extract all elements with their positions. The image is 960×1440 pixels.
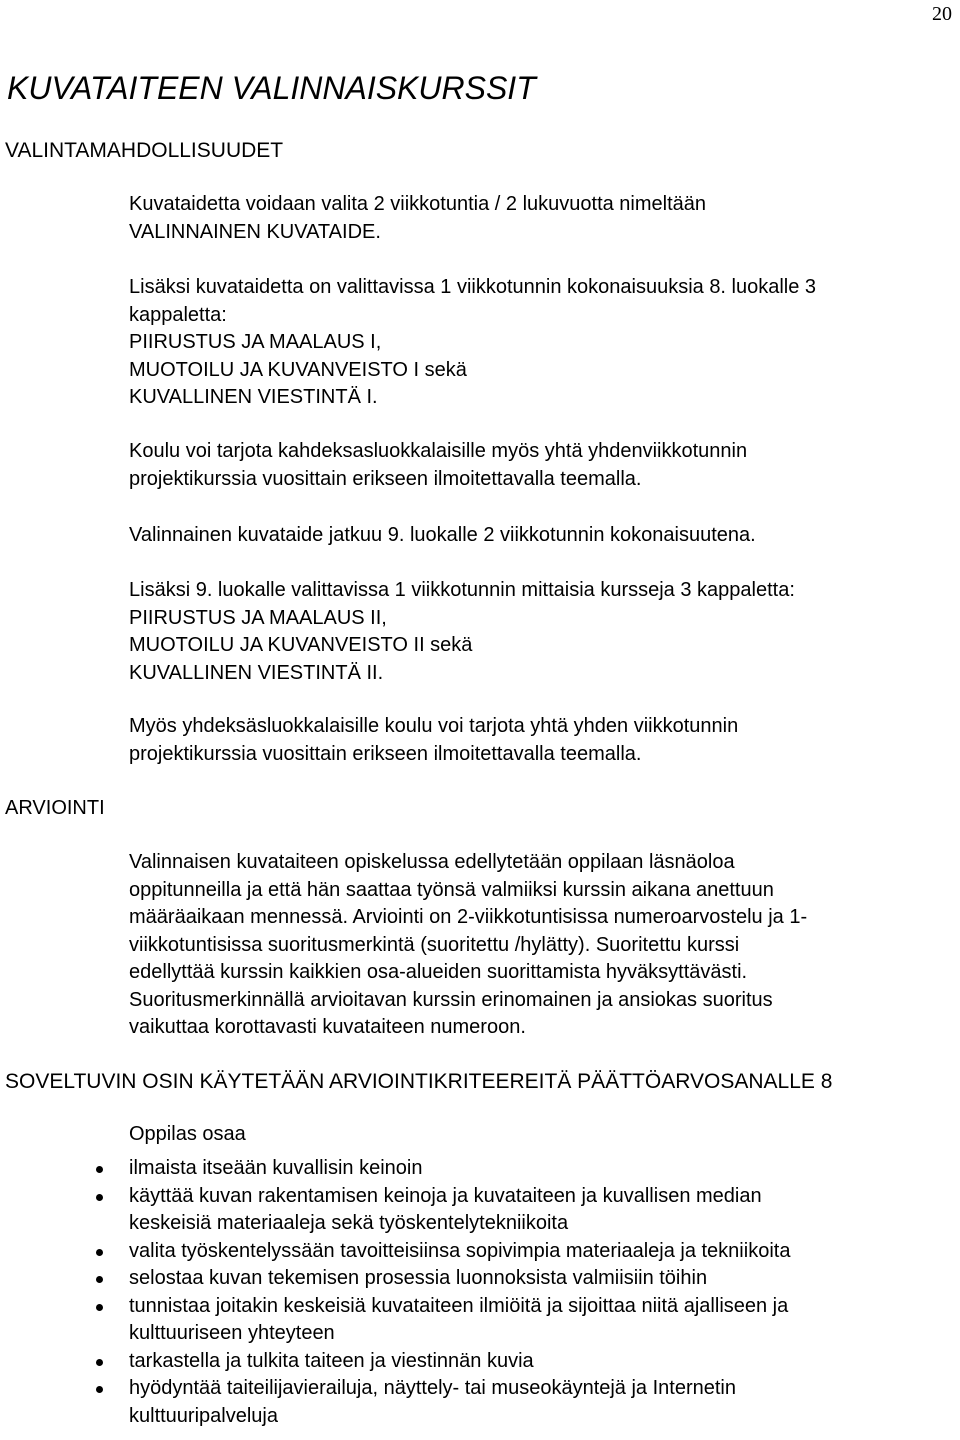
options-section	[129, 191, 939, 246]
text-line: projektikurssia vuosittain erikseen ilmoitettavalla teemalla.	[129, 467, 642, 490]
page-title: KUVATAITEEN VALINNAISKURSSIT	[7, 70, 536, 106]
text-line: KUVALLINEN VIESTINTÄ I.	[129, 386, 378, 408]
text-line: VALINNAINEN KUVATAIDE.	[129, 220, 381, 243]
page-number: 20	[932, 3, 952, 25]
criteria-section	[129, 1155, 939, 1430]
text-line: kulttuuriseen yhteyteen	[129, 1322, 335, 1344]
text-line: ilmaista itseään kuvallisin keinoin	[129, 1157, 423, 1179]
text-line: Koulu voi tarjota kahdeksasluokkalaisille myös yhtä yhdenviikkotunnin	[129, 440, 748, 462]
text-line: hyödyntää taiteilijavierailuja, näyttely- tai museokäyntejä ja Internetin	[129, 1377, 737, 1399]
text-line: PIIRUSTUS JA MAALAUS I,	[129, 331, 382, 353]
text-line: Valinnaisen kuvataiteen opiskelussa edellytetään oppilaan läsnäoloa	[129, 851, 735, 873]
list-item	[129, 1155, 939, 1183]
text-line: MUOTOILU JA KUVANVEISTO II sekä	[129, 634, 473, 656]
text-line: Lisäksi kuvataidetta on valittavissa 1 viikkotunnin kokonaisuuksia 8. luokalle 3	[129, 276, 817, 298]
bullet-icon	[96, 1194, 103, 1201]
bullet-icon	[96, 1304, 103, 1311]
bullet-icon	[96, 1166, 103, 1173]
list-item	[129, 1348, 939, 1376]
text-line: Kuvataidetta voidaan valita 2 viikkotuntia / 2 lukuvuotta nimeltään	[129, 193, 707, 215]
list-item	[129, 1265, 939, 1293]
text-line: KUVALLINEN VIESTINTÄ II.	[129, 661, 384, 684]
text-line: viikkotuntisissa suoritusmerkintä (suoritettu /hylätty). Suoritettu kurssi	[129, 933, 740, 956]
list-item	[129, 1375, 939, 1430]
text-line: vaikuttaa korottavasti kuvataiteen numeroon.	[129, 1016, 526, 1038]
text-line: Lisäksi 9. luokalle valittavissa 1 viikkotunnin mittaisia kursseja 3 kappaletta:	[129, 579, 795, 601]
options-paragraph-4	[129, 522, 939, 550]
bullet-icon	[96, 1276, 103, 1283]
text-line: Suoritusmerkinnällä arvioitavan kurssin erinomainen ja ansiokas suoritus	[129, 988, 773, 1011]
text-line: valita työskentelyssään tavoitteisiinsa sopivimpia materiaaleja ja tekniikoita	[129, 1239, 791, 1262]
bullet-icon	[96, 1386, 103, 1393]
text-line: selostaa kuvan tekemisen prosessia luonnoksista valmiisiin töihin	[129, 1267, 708, 1289]
options-paragraph-3	[129, 438, 939, 493]
list-item	[129, 1293, 939, 1348]
options-paragraph-6	[129, 713, 939, 768]
criteria-intro: Oppilas osaa	[129, 1123, 246, 1145]
list-item	[129, 1238, 939, 1266]
options-heading: VALINTAMAHDOLLISUUDET	[5, 139, 284, 162]
text-line: tunnistaa joitakin keskeisiä kuvataiteen ilmiöitä ja sijoittaa niitä ajalliseen ja	[129, 1294, 789, 1317]
text-line: määräaikaan mennessä. Arviointi on 2-viikkotuntisissa numeroarvostelu ja 1-	[129, 906, 808, 928]
options-paragraph-2	[129, 274, 939, 412]
assessment-label: ARVIOINTI	[5, 797, 105, 819]
text-line: MUOTOILU JA KUVANVEISTO I sekä	[129, 358, 467, 381]
text-line: projektikurssia vuosittain erikseen ilmoitettavalla teemalla.	[129, 742, 642, 765]
criteria-list	[129, 1155, 939, 1430]
text-line: kulttuuripalveluja	[129, 1404, 278, 1427]
list-item	[129, 1183, 939, 1238]
text-line: Valinnainen kuvataide jatkuu 9. luokalle 2 viikkotunnin kokonaisuutena.	[129, 524, 756, 546]
criteria-heading: SOVELTUVIN OSIN KÄYTETÄÄN ARVIOINTIKRITEEREITÄ PÄÄTTÖARVOSANALLE 8	[5, 1070, 833, 1093]
text-line: kappaletta:	[129, 303, 227, 326]
text-line: keskeisiä materiaaleja sekä työskentelytekniikoita	[129, 1212, 569, 1234]
options-paragraph-1	[129, 191, 939, 246]
text-line: käyttää kuvan rakentamisen keinoja ja kuvataiteen ja kuvallisen median	[129, 1184, 762, 1207]
text-line: edellyttää kurssin kaikkien osa-alueiden suorittamista hyväksyttävästi.	[129, 961, 748, 983]
text-line: PIIRUSTUS JA MAALAUS II,	[129, 606, 387, 629]
bullet-icon	[96, 1249, 103, 1256]
assessment-paragraph	[129, 849, 939, 1042]
text-line: tarkastella ja tulkita taiteen ja viestinnän kuvia	[129, 1349, 534, 1372]
options-paragraph-5	[129, 577, 939, 687]
bullet-icon	[96, 1359, 103, 1366]
text-line: Myös yhdeksäsluokkalaisille koulu voi tarjota yhtä yhden viikkotunnin	[129, 715, 739, 737]
text-line: oppitunneilla ja että hän saattaa työnsä valmiiksi kurssin aikana anettuun	[129, 878, 774, 901]
